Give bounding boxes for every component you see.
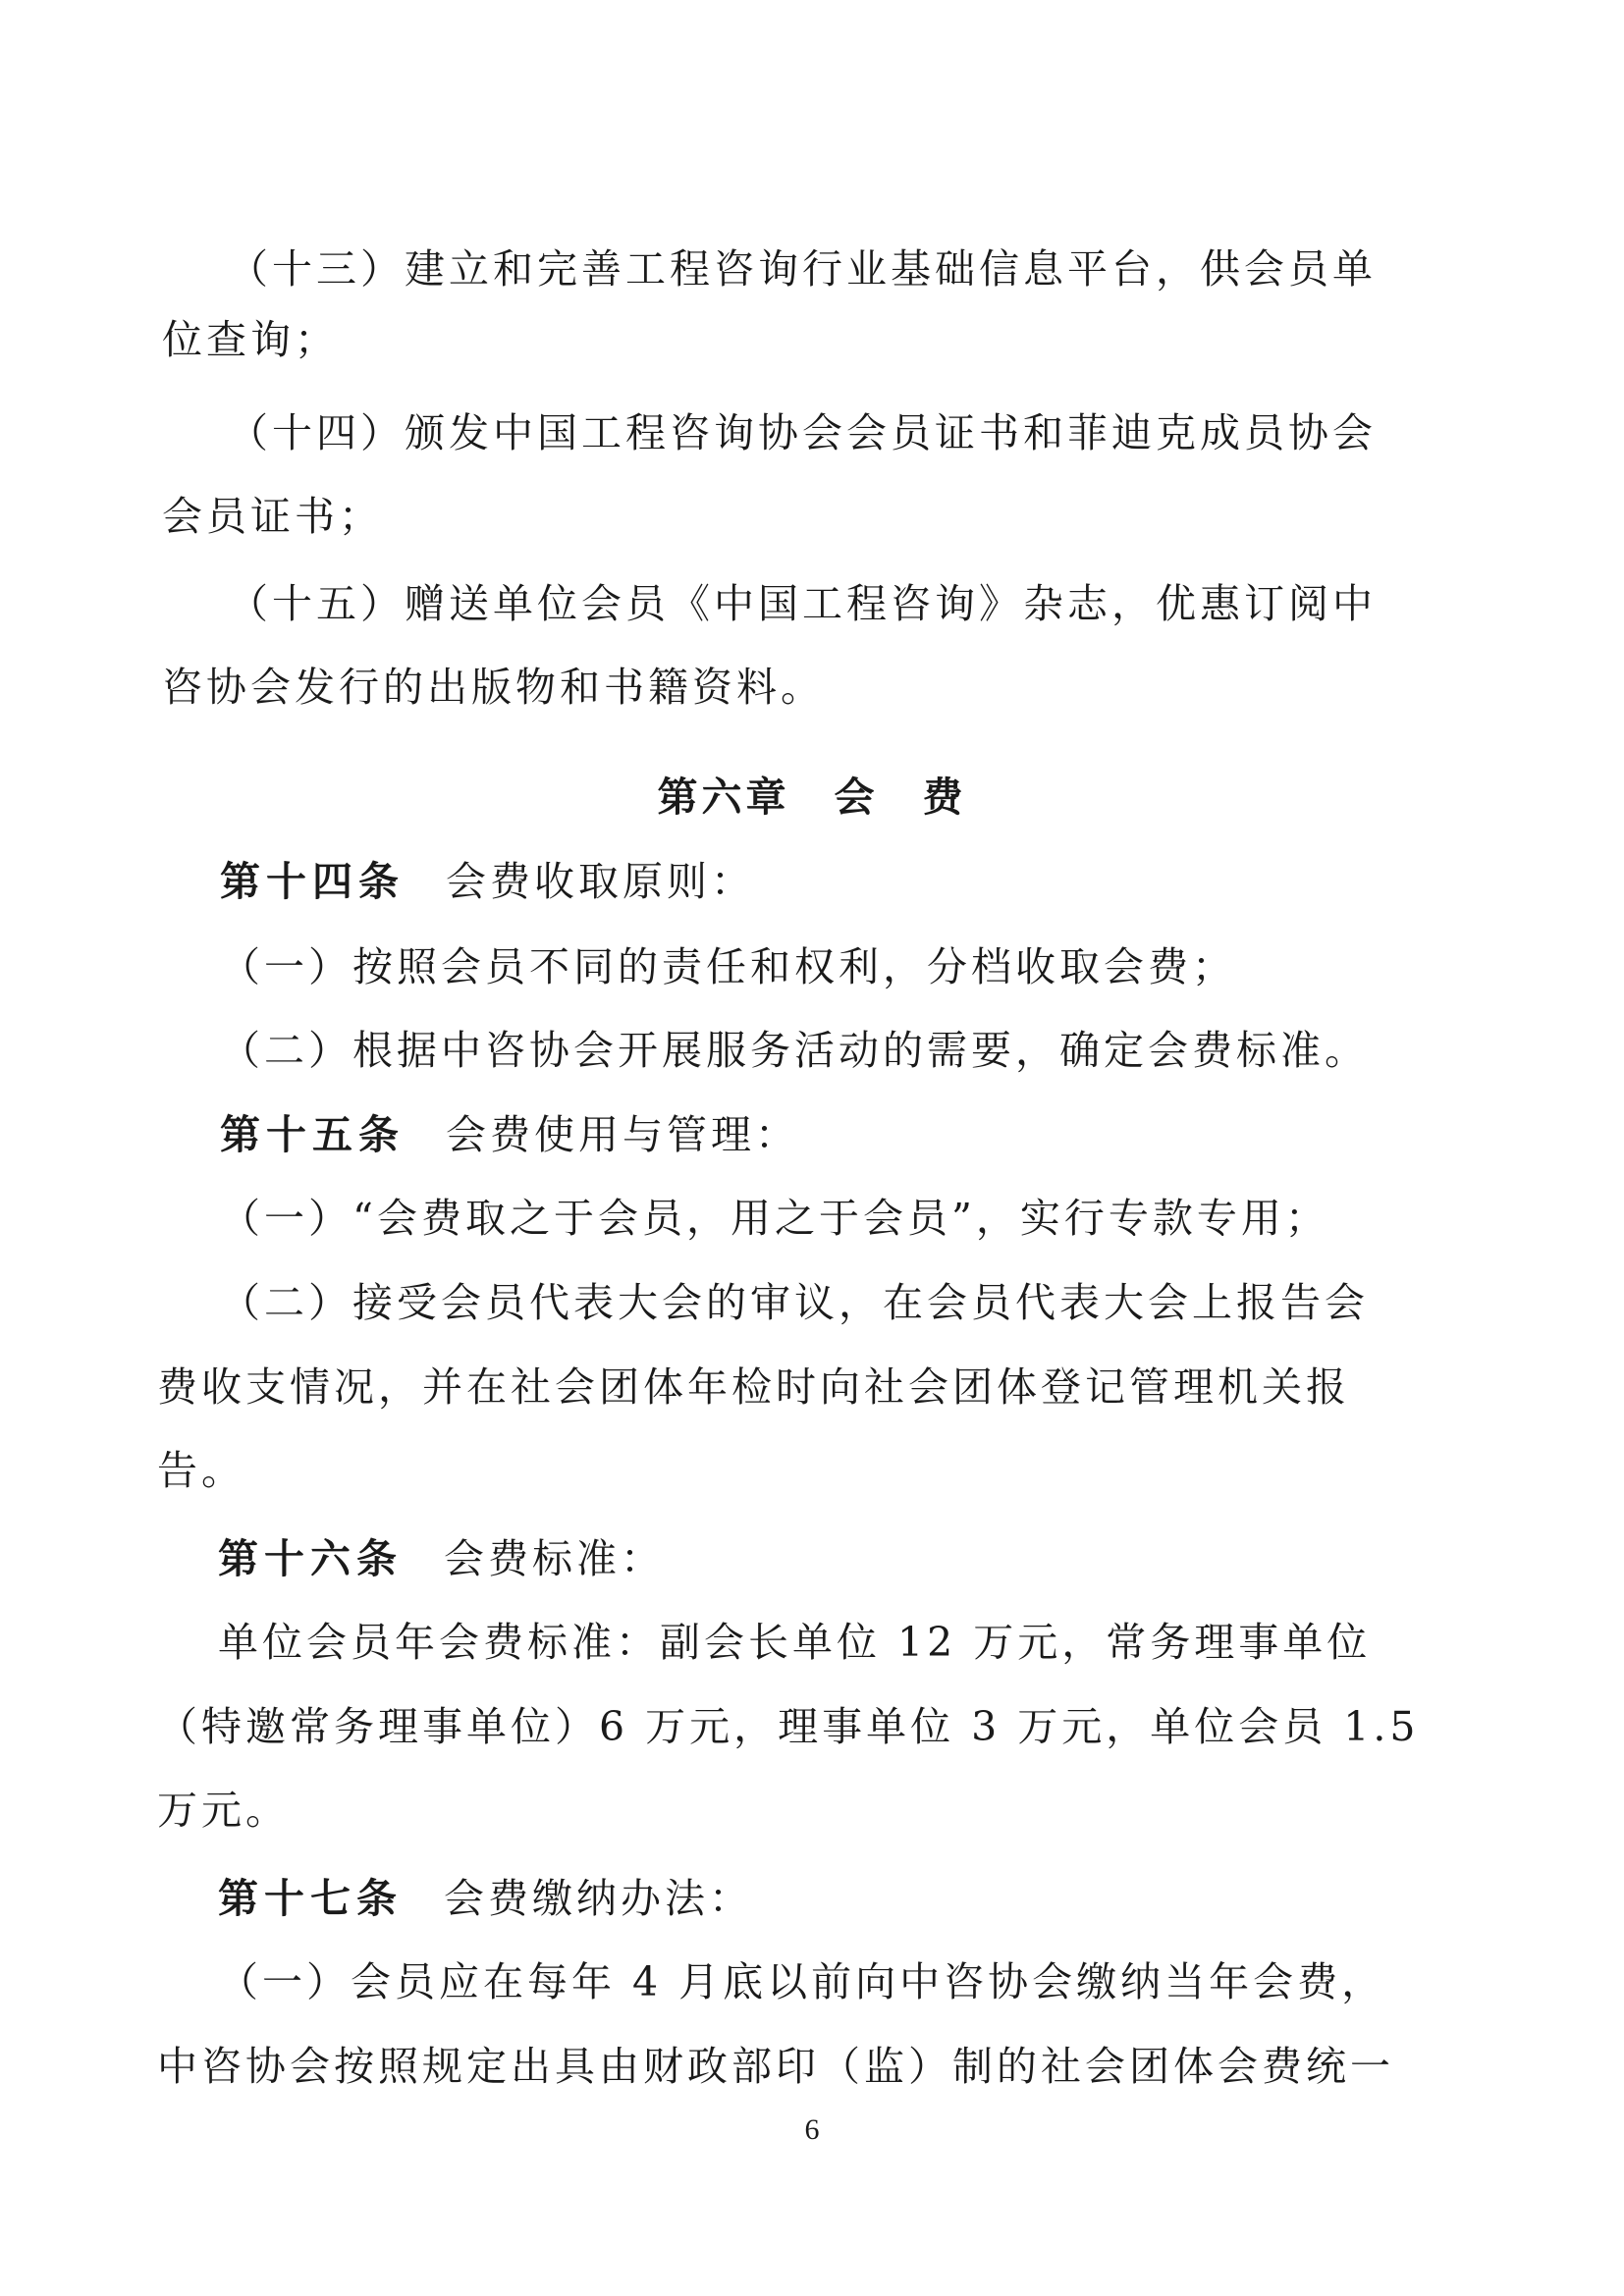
article-14-heading [220,852,755,911]
paragraph-line: 咨协会发行的出版物和书籍资料。 [162,664,825,711]
list-item: （一）会员应在每年 4 月底以前向中咨协会缴纳当年会费， [218,1958,1386,2005]
article-17-heading [218,1869,753,1928]
paragraph-line: 会员证书； [162,493,383,540]
paragraph-line: （十三）建立和完善工程咨询行业基础信息平台，供会员单 [228,245,1377,293]
paragraph-line: 中咨协会按照规定出具由财政部印（监）制的社会团体会费统一 [157,2043,1394,2090]
list-item: （二）接受会员代表大会的审议，在会员代表大会上报告会 [220,1279,1369,1326]
chapter-heading: 第六章 会 费 [657,774,967,821]
paragraph-line: 位查询； [162,316,339,363]
article-15-text: 会费使用与管理： [446,1111,799,1158]
article-15-title: 第十五条 [220,1111,405,1158]
article-14-title: 第十四条 [220,858,405,905]
article-17-title: 第十七条 [218,1875,403,1922]
list-item: （一）“会费取之于会员，用之于会员”，实行专款专用； [220,1195,1329,1242]
page-number: 6 [804,2113,820,2146]
paragraph-line: 万元。 [157,1787,290,1834]
paragraph-line: （十五）赠送单位会员《中国工程咨询》杂志，优惠订阅中 [228,580,1377,627]
article-16-text: 会费标准： [444,1535,665,1582]
article-15-heading [220,1105,799,1164]
paragraph-line: （十四）颁发中国工程咨询协会会员证书和菲迪克成员协会 [228,409,1377,456]
article-16-heading [218,1529,665,1588]
list-item: （一）按照会员不同的责任和权利，分档收取会费； [220,943,1236,990]
paragraph-line: （特邀常务理事单位）6 万元，理事单位 3 万元，单位会员 1.5 [157,1703,1420,1750]
article-16-title: 第十六条 [218,1535,403,1582]
article-17-text: 会费缴纳办法： [444,1875,753,1922]
paragraph-line: 单位会员年会费标准：副会长单位 12 万元，常务理事单位 [218,1619,1372,1666]
paragraph-line: 告。 [157,1447,245,1494]
paragraph-line: 费收支情况，并在社会团体年检时向社会团体登记管理机关报 [157,1363,1350,1411]
article-14-text: 会费收取原则： [446,858,755,905]
list-item: （二）根据中咨协会开展服务活动的需要，确定会费标准。 [220,1027,1369,1074]
